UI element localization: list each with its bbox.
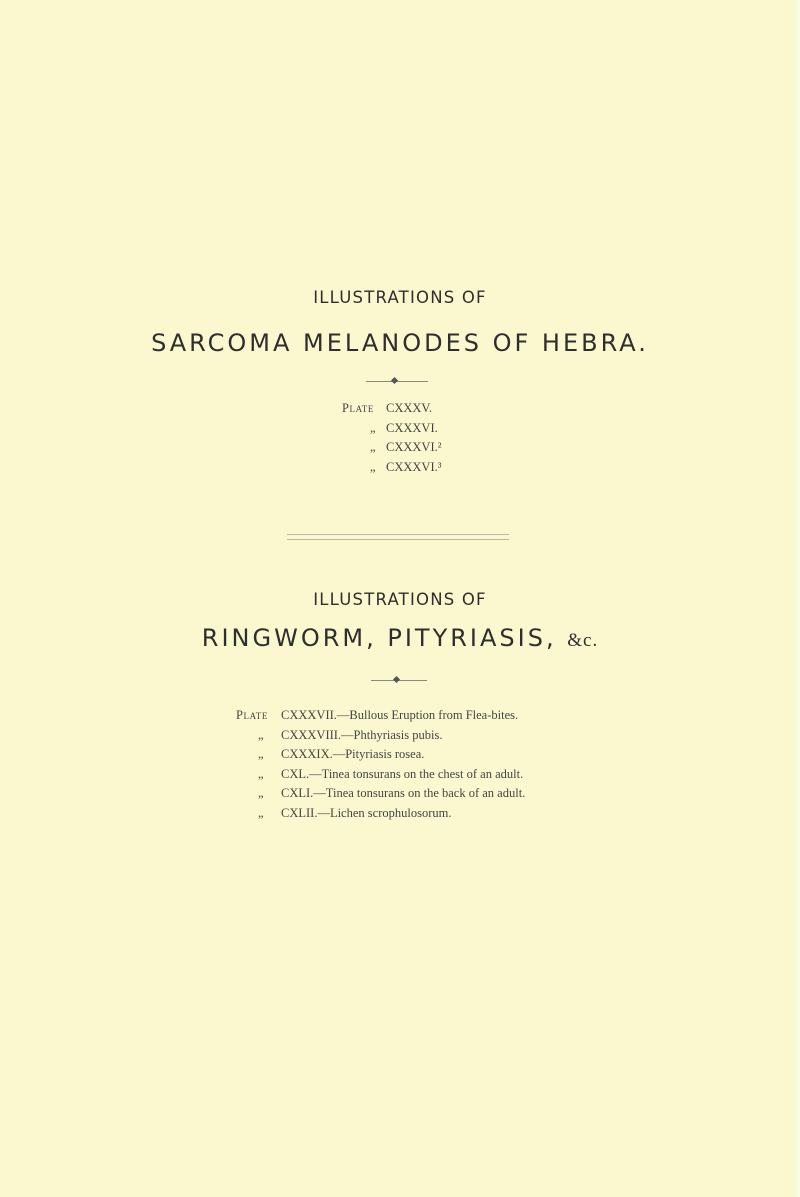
section2-plate-list xyxy=(236,706,576,823)
plate-prefix: Plate xyxy=(236,708,268,722)
plate-item xyxy=(236,765,576,785)
plate-prefix: „ xyxy=(258,805,264,820)
plate-prefix: Plate xyxy=(342,401,374,415)
plate-item xyxy=(342,438,542,458)
section1-heading-large: SARCOMA MELANODES OF HEBRA. xyxy=(151,329,649,357)
plate-prefix: „ xyxy=(258,747,264,761)
plate-entry: CXXXIX.—Pityriasis rosea. xyxy=(281,747,425,761)
section2-heading-large xyxy=(0,624,800,652)
section2-heading-small: ILLUSTRATIONS OF xyxy=(313,590,487,609)
plate-entry: CXL.—Tinea tonsurans on the chest of an adult. xyxy=(281,766,524,781)
plate-prefix: „ xyxy=(370,440,376,454)
plate-item xyxy=(236,804,576,824)
plate-prefix: „ xyxy=(370,420,376,435)
plate-entry: CXLI.—Tinea tonsurans on the back of an adult. xyxy=(281,786,526,800)
plate-item xyxy=(236,726,576,746)
plate-item xyxy=(236,745,576,765)
section1-plate-list xyxy=(342,399,542,477)
section2-ornament xyxy=(371,680,427,681)
plate-entry: CXXXVI. xyxy=(386,420,438,435)
plate-item xyxy=(236,706,576,726)
section-divider xyxy=(287,534,509,540)
section2-heading-main: RINGWORM, PITYRIASIS, xyxy=(201,624,557,652)
plate-prefix: „ xyxy=(370,459,376,474)
diamond-ornament-icon xyxy=(393,676,400,683)
plate-prefix: „ xyxy=(258,766,264,781)
plate-entry: CXXXVI.² xyxy=(386,440,442,454)
diamond-ornament-icon xyxy=(391,377,398,384)
plate-item xyxy=(342,458,542,478)
section1-heading-small: ILLUSTRATIONS OF xyxy=(313,288,487,307)
plate-item xyxy=(342,399,542,419)
plate-entry: CXXXV. xyxy=(386,401,432,415)
plate-entry: CXXXVIII.—Phthyriasis pubis. xyxy=(281,727,443,742)
section1-ornament xyxy=(366,381,428,382)
plate-item xyxy=(342,419,542,439)
plate-prefix: „ xyxy=(258,727,264,742)
plate-prefix: „ xyxy=(258,786,264,800)
plate-entry: CXLII.—Lichen scrophulosorum. xyxy=(281,805,452,820)
plate-entry: CXXXVII.—Bullous Eruption from Flea-bites. xyxy=(281,708,519,722)
section2-heading-tail: &c. xyxy=(567,630,599,651)
plate-entry: CXXXVI.³ xyxy=(386,459,442,474)
plate-item xyxy=(236,784,576,804)
